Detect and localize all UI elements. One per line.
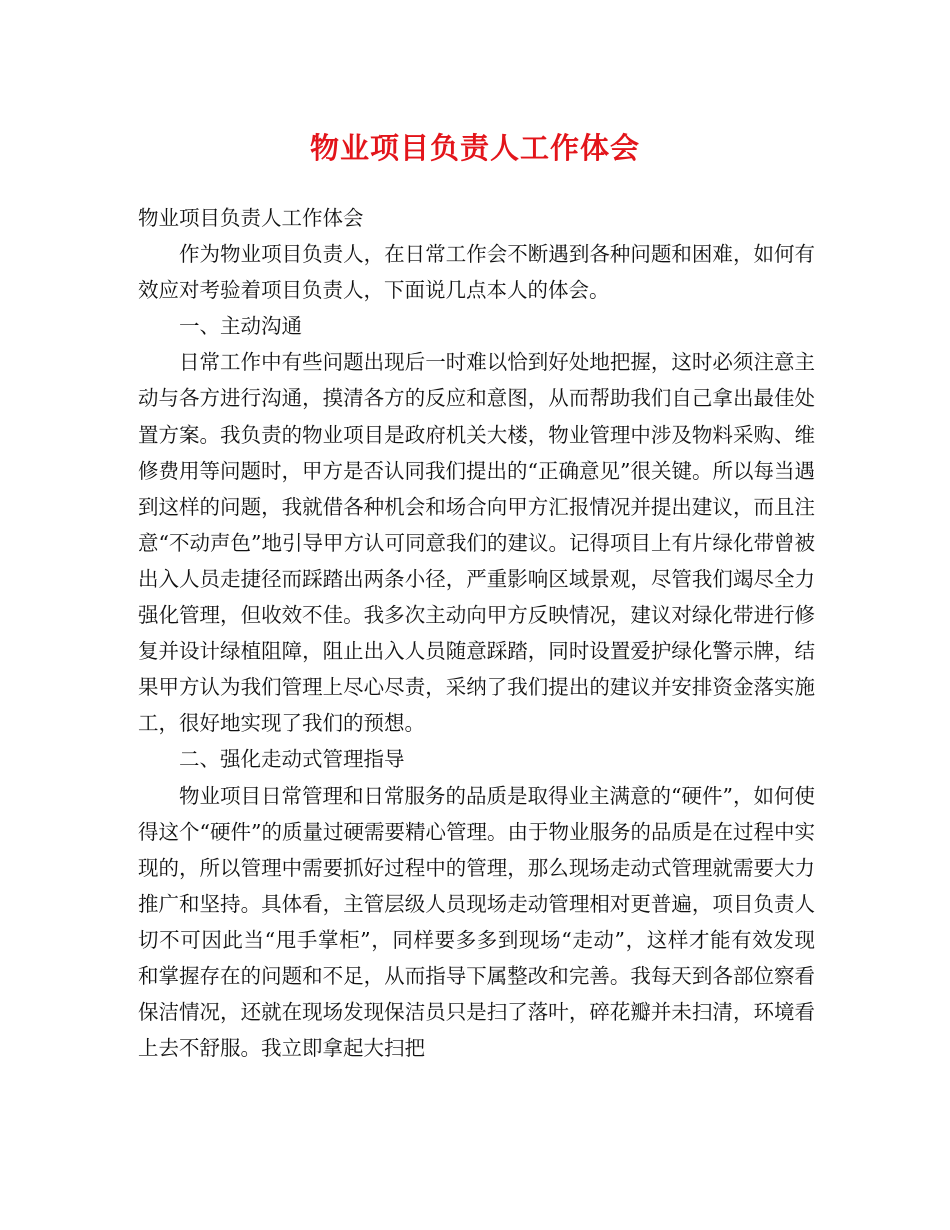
intro-paragraph: 作为物业项目负责人，在日常工作会不断遇到各种问题和困难，如何有效应对考验着项目负责人，下面说几点本人的体会。 xyxy=(138,242,815,303)
subtitle-paragraph: 物业项目负责人工作体会 xyxy=(138,206,364,230)
section-heading-1: 一、主动沟通 xyxy=(179,314,302,339)
section-2-paragraph: 物业项目日常管理和日常服务的品质是取得业主满意的“硬件”，如何使得这个“硬件”的质量过硬需要精心管理。由于物业服务的品质是在过程中实现的，所以管理中需要抓好过程中的管理，那么现场走动式管理就需要大力推广和坚持。具体看，主管层级人员现场走动管理相对更普遍，项目负责人切不可因此当“甩手掌柜”，同样要多多到现场“走动”，这样才能有效发现和掌握存在的问题和不足，从而指导下属整改和完善。我每天到各部位察看保洁情况，还就在现场发现保洁员只是扫了落叶，碎花瓣并未扫清，环境看上去不舒服。我立即拿起大扫把 xyxy=(138,783,815,1061)
section-1-paragraph: 日常工作中有些问题出现后一时难以恰到好处地把握，这时必须注意主动与各方进行沟通，摸清各方的反应和意图，从而帮助我们自己拿出最佳处置方案。我负责的物业项目是政府机关大楼，物业管理中涉及物料采购、维修费用等问题时，甲方是否认同我们提出的“正确意见”很关键。所以每当遇到这样的问题，我就借各种机会和场合向甲方汇报情况并提出建议，而且注意“不动声色”地引导甲方认可同意我们的建议。记得项目上有片绿化带曾被出入人员走捷径而踩踏出两条小径，严重影响区域景观，尽管我们竭尽全力强化管理，但收效不佳。我多次主动向甲方反映情况，建议对绿化带进行修复并设计绿植阻障，阻止出入人员随意踩踏，同时设置爱护绿化警示牌，结果甲方认为我们管理上尽心尽责，采纳了我们提出的建议并安排资金落实施工，很好地实现了我们的预想。 xyxy=(138,350,815,736)
section-heading-2: 二、强化走动式管理指导 xyxy=(179,747,405,772)
document-title: 物业项目负责人工作体会 xyxy=(309,131,640,165)
document-body xyxy=(138,200,815,1066)
